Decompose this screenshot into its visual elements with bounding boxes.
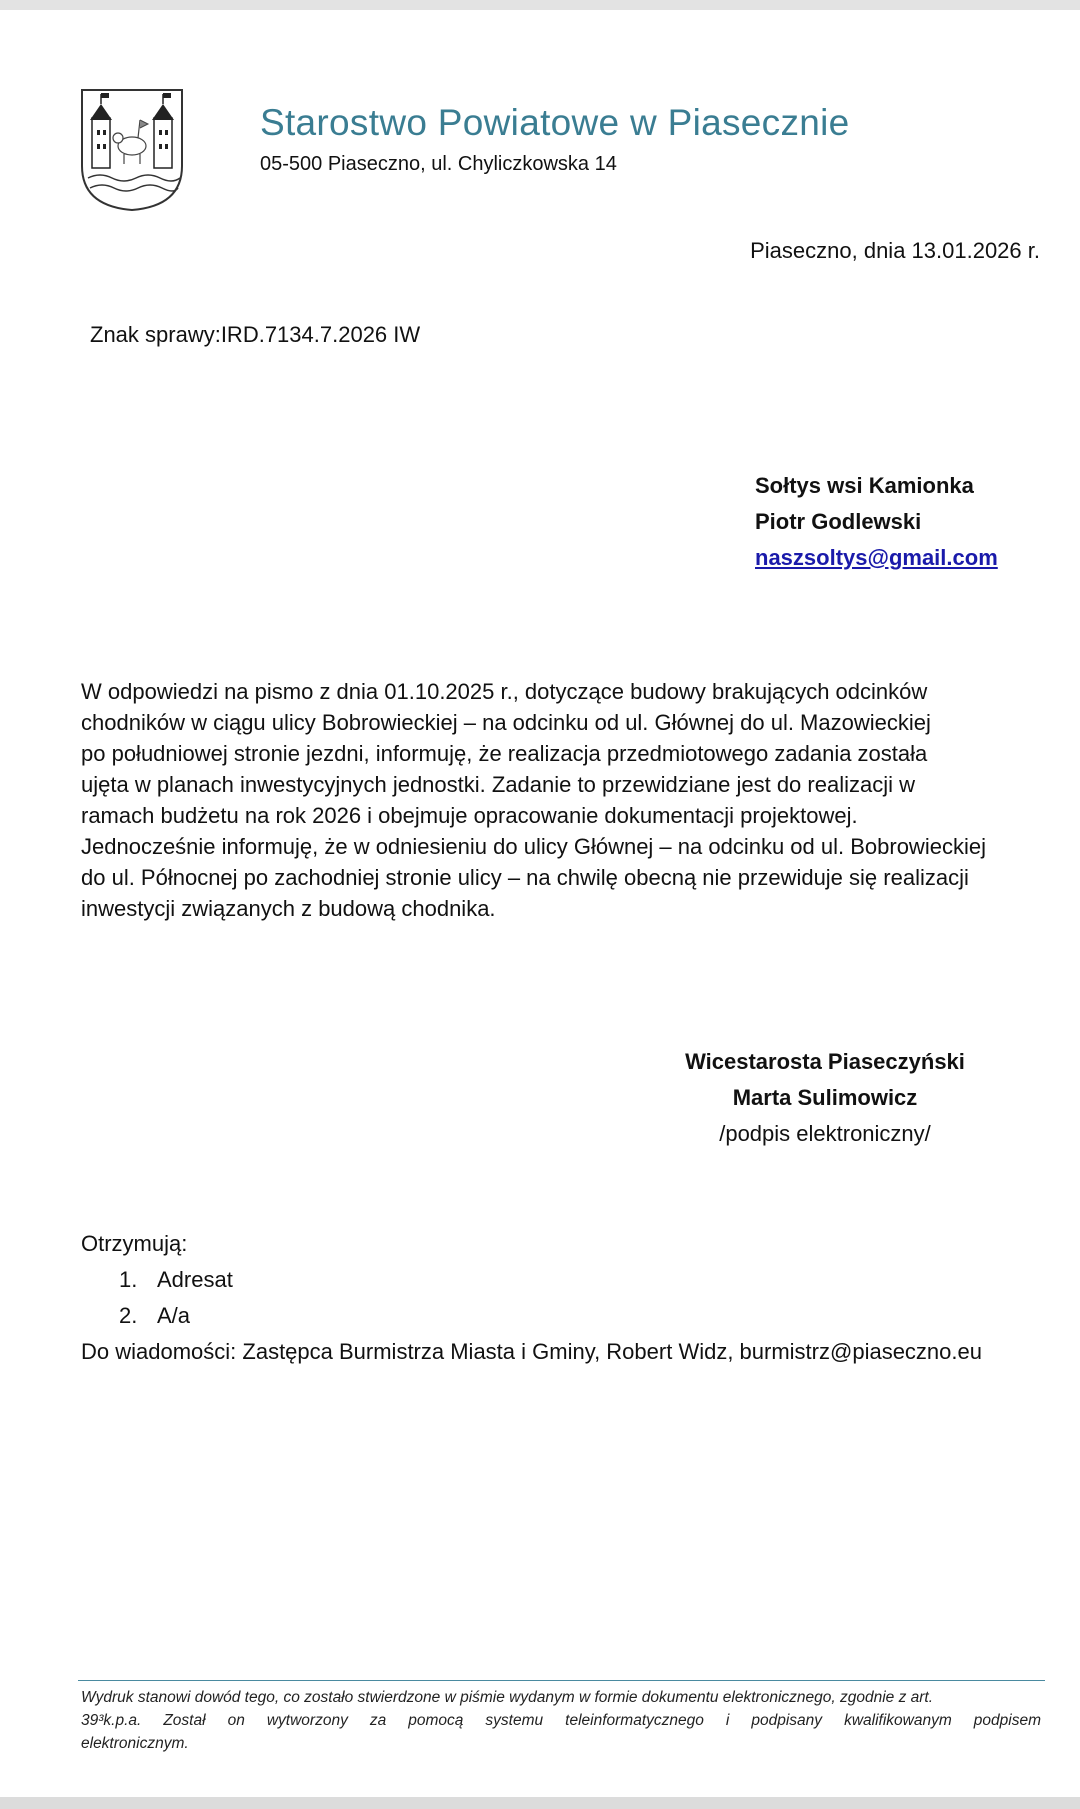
document-date: Piaseczno, dnia 13.01.2026 r. bbox=[750, 238, 1040, 263]
signature-note: /podpis elektroniczny/ bbox=[719, 1121, 931, 1146]
case-reference: Znak sprawy:IRD.7134.7.2026 IW bbox=[90, 322, 421, 347]
distribution-list bbox=[81, 1226, 982, 1370]
body-line: inwestycji związanych z budową chodnika. bbox=[81, 896, 496, 921]
list-item bbox=[81, 1262, 982, 1298]
footer-divider bbox=[78, 1680, 1045, 1681]
distribution-heading: Otrzymują: bbox=[81, 1231, 188, 1256]
footer-line: elektronicznym. bbox=[81, 1735, 189, 1752]
recipient-email-link[interactable]: naszsoltys@gmail.com bbox=[755, 545, 998, 570]
coat-of-arms-logo bbox=[80, 88, 184, 212]
bottom-border bbox=[0, 1797, 1080, 1809]
list-item-number: 2. bbox=[119, 1303, 138, 1328]
organization-name: Starostwo Powiatowe w Piasecznie bbox=[260, 102, 850, 143]
list-item-text: Adresat bbox=[157, 1267, 233, 1292]
letter-body bbox=[81, 676, 1041, 924]
signature-block bbox=[660, 1044, 990, 1152]
footer-line: Wydruk stanowi dowód tego, co zostało stwierdzone w piśmie wydanym w formie dokumentu elektronicznego, zgodnie z art. bbox=[81, 1689, 934, 1706]
body-line: ramach budżetu na rok 2026 i obejmuje opracowanie dokumentacji projektowej. bbox=[81, 803, 858, 828]
signatory-title: Wicestarosta Piaseczyński bbox=[685, 1049, 965, 1074]
list-item-text: A/a bbox=[157, 1303, 191, 1328]
top-border bbox=[0, 0, 1080, 10]
cc-line: Do wiadomości: Zastępca Burmistrza Miasta i Gminy, Robert Widz, burmistrz@piaseczno.eu bbox=[81, 1339, 982, 1364]
list-item bbox=[81, 1298, 982, 1334]
body-line: W odpowiedzi na pismo z dnia 01.10.2025 r., dotyczące budowy brakujących odcinków bbox=[81, 679, 928, 704]
body-line: chodników w ciągu ulicy Bobrowieckiej – na odcinku od ul. Głównej do ul. Mazowieckiej bbox=[81, 710, 931, 735]
footer-line: 39³k.p.a. Został on wytworzony za pomocą systemu teleinformatycznego i podpisany kwalifikowanym podpisem bbox=[81, 1712, 1041, 1729]
recipient-title: Sołtys wsi Kamionka bbox=[755, 473, 974, 498]
body-line: Jednocześnie informuję, że w odniesieniu do ulicy Głównej – na odcinku od ul. Bobrowieckiej bbox=[81, 834, 986, 859]
signatory-name: Marta Sulimowicz bbox=[732, 1085, 918, 1110]
recipient-name: Piotr Godlewski bbox=[755, 509, 922, 534]
body-line: do ul. Północnej po zachodniej stronie ulicy – na chwilę obecną nie przewiduje się realizacji bbox=[81, 865, 969, 890]
list-item-number: 1. bbox=[119, 1267, 138, 1292]
body-line: ujęta w planach inwestycyjnych jednostki. Zadanie to przewidziane jest do realizacji w bbox=[81, 772, 915, 797]
recipient-block bbox=[755, 468, 998, 576]
body-line: po południowej stronie jezdni, informuję, że realizacja przedmiotowego zadania została bbox=[81, 741, 928, 766]
footer-note bbox=[81, 1686, 1041, 1755]
organization-address: 05-500 Piaseczno, ul. Chyliczkowska 14 bbox=[260, 153, 617, 175]
